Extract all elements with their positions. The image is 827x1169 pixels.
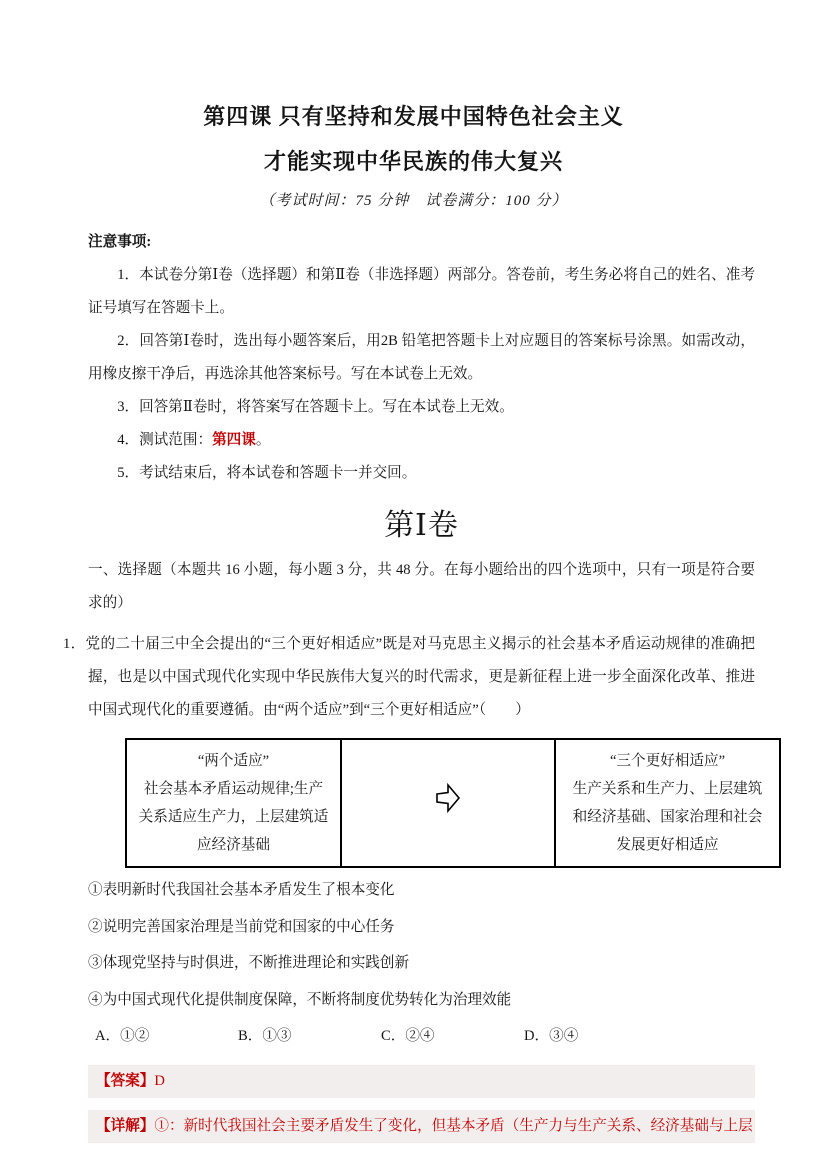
notice-item-4-highlight: 第四课 <box>212 432 256 448</box>
left-cell-title: “两个适应” <box>197 753 270 769</box>
answer-line <box>88 1065 755 1098</box>
page-title-line2: 才能实现中华民族的伟大复兴 <box>263 149 563 174</box>
answer-value: D <box>154 1073 165 1089</box>
choice-b: B．①③ <box>238 1028 292 1044</box>
explanation-line <box>88 1110 755 1143</box>
explanation-text: ①：新时代我国社会主要矛盾发生了变化，但基本矛盾（生产力与生产关系、经济基础与上层 <box>154 1118 753 1134</box>
notice-item-5: 5．考试结束后，将本试卷和答题卡一并交回。 <box>117 465 417 481</box>
table-cell-two-adaptations <box>126 739 341 867</box>
right-block-arrow-icon <box>434 779 462 827</box>
right-cell-title: “三个更好相适应” <box>609 753 726 769</box>
question-1 <box>63 628 763 1143</box>
table-cell-three-better-adaptations <box>555 739 780 867</box>
section-1-intro: 一、选择题（本题共 16 小题，每小题 3 分，共 48 分。在每小题给出的四个选项中，只有一项是符合要求的） <box>88 562 755 611</box>
page-title-line1: 第四课 只有坚持和发展中国特色社会主义 <box>203 104 624 129</box>
choice-d: D．③④ <box>524 1028 579 1044</box>
notice-item-4 <box>88 424 755 457</box>
notice-item-1: 1．本试卷分第Ⅰ卷（选择题）和第Ⅱ卷（非选择题）两部分。答卷前，考生务必将自己的姓名、准考证号填写在答题卡上。 <box>88 267 755 316</box>
statement-2: ②说明完善国家治理是当前党和国家的中心任务 <box>88 918 395 935</box>
notice-item-4-prefix: 4．测试范围： <box>117 432 213 448</box>
right-cell-body: 生产关系和生产力、上层建筑和经济基础、国家治理和社会发展更好相适应 <box>572 781 763 853</box>
table-row <box>126 739 780 867</box>
section-1-heading: 第Ⅰ卷 <box>384 509 459 542</box>
exam-meta: （考试时间：75 分钟 试卷满分：100 分） <box>259 193 568 209</box>
notice-item-3: 3．回答第Ⅱ卷时，将答案写在答题卡上。写在本试卷上无效。 <box>117 399 514 415</box>
document-header <box>0 0 827 210</box>
answer-label: 【答案】 <box>96 1073 155 1089</box>
statement-3: ③体现党坚持与时俱进，不断推进理论和实践创新 <box>88 955 410 971</box>
statement-4: ④为中国式现代化提供制度保障，不断将制度优势转化为治理效能 <box>88 991 512 1008</box>
choice-a: A．①② <box>95 1028 150 1044</box>
notice-item-4-suffix: 。 <box>255 432 271 448</box>
table-cell-arrow <box>341 739 555 867</box>
question-1-stem-text: 党的二十届三中全会提出的“三个更好相适应”既是对马克思主义揭示的社会基本矛盾运动规律的准确把握，也是以中国式现代化实现中华民族伟大复兴的时代需求，更是新征程上进一步全面深化改革、推进中国式现代化的重要遵循。由“两个适应”到“三个更好相适应”（ ） <box>85 636 755 718</box>
document-body <box>63 226 763 1143</box>
comparison-table <box>125 738 781 868</box>
notice-heading: 注意事项: <box>88 234 152 250</box>
choices-row <box>95 1020 755 1053</box>
question-1-number: 1． <box>63 636 86 652</box>
question-1-stem <box>63 628 755 727</box>
choice-c: C．②④ <box>381 1028 435 1044</box>
left-cell-body: 社会基本矛盾运动规律;生产关系适应生产力，上层建筑适应经济基础 <box>138 781 329 853</box>
statement-1: ①表明新时代我国社会基本矛盾发生了根本变化 <box>88 882 395 898</box>
explanation-label: 【详解】 <box>96 1118 155 1134</box>
notice-item-2: 2．回答第Ⅰ卷时，选出每小题答案后，用2B 铅笔把答题卡上对应题目的答案标号涂黑。如需改动，用橡皮擦干净后，再选涂其他答案标号。写在本试卷上无效。 <box>88 333 755 382</box>
